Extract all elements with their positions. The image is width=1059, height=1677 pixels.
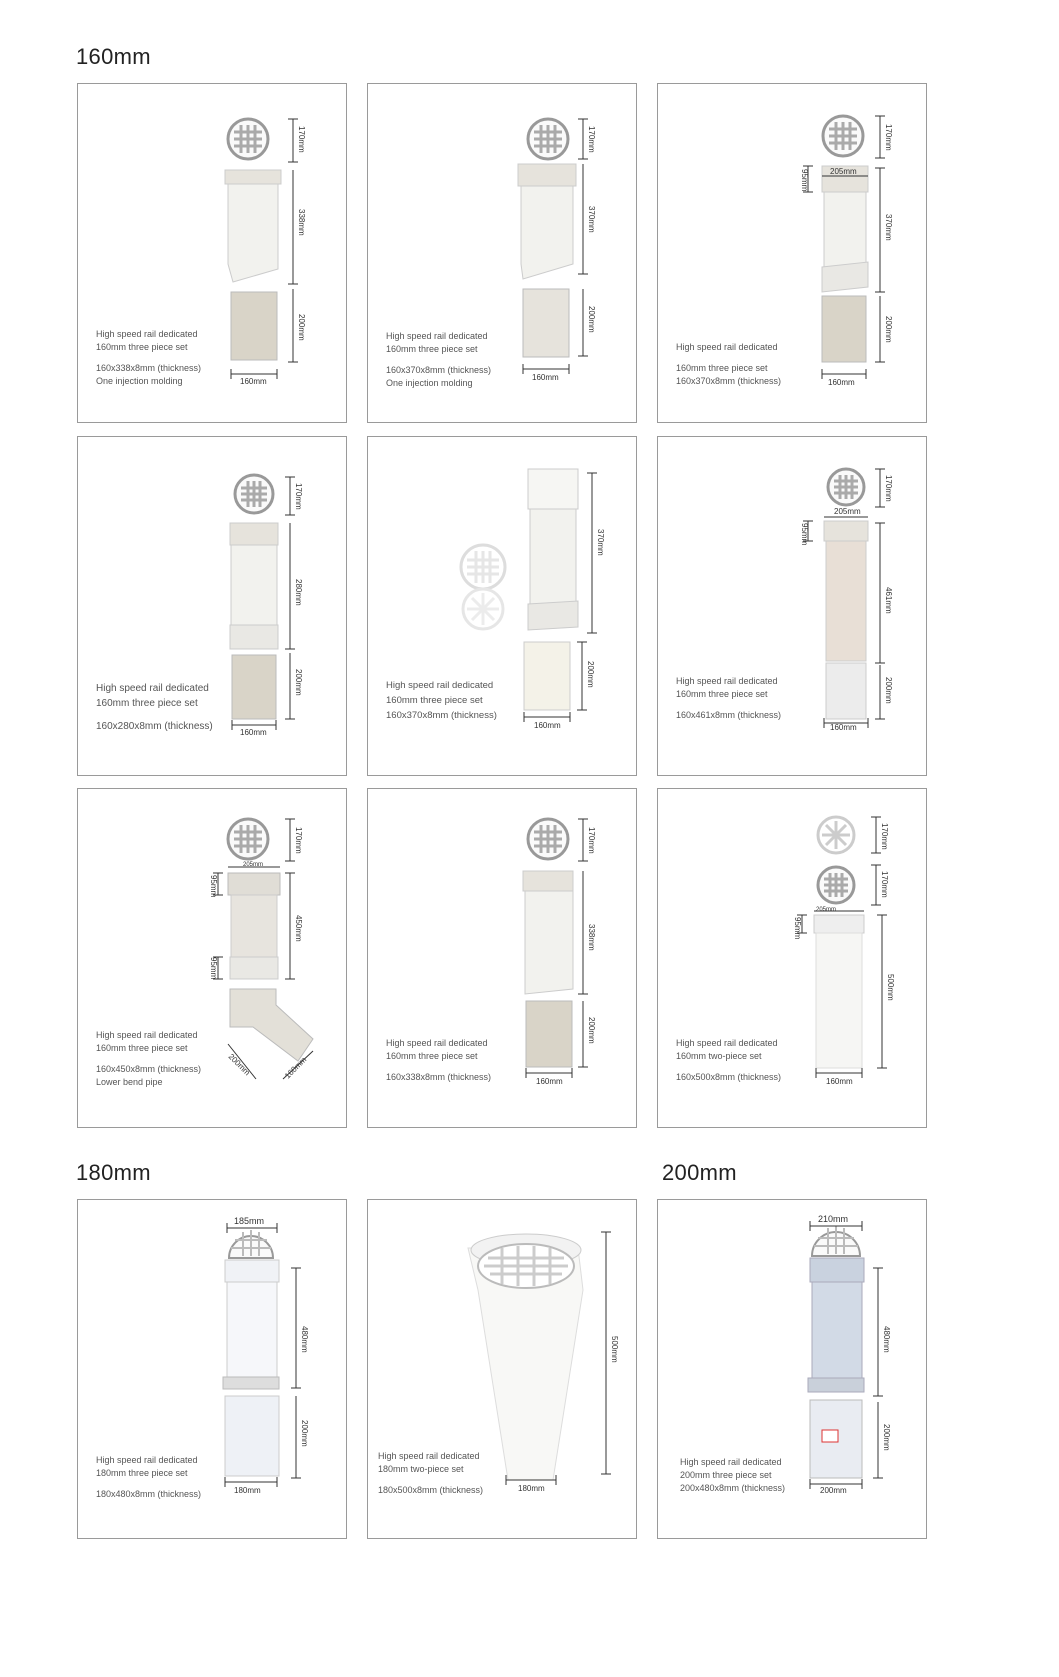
caption [680,1456,785,1495]
spec-line: 160x370x8mm (thickness) [676,376,782,386]
dim-bend2: 160mm [283,1055,309,1081]
product-card [77,788,347,1128]
caption [378,1450,483,1497]
caption [96,1029,201,1089]
dim-mid: 450mm [294,915,303,942]
product-card [367,83,637,423]
dim-base: 180mm [234,1486,261,1495]
dim-width: 205mm [243,862,264,868]
caption-line: 180mm two-piece set [378,1464,464,1474]
product-card [77,83,347,423]
dimension-labels [368,437,638,777]
section-title-200: 200mm [662,1160,737,1185]
product-card [367,1199,637,1539]
product-card [657,788,927,1128]
dim-bot: 200mm [300,1420,309,1447]
dim-mid: 338mm [587,924,596,951]
dim-base: 160mm [534,721,561,730]
caption [386,678,497,723]
dim-bot: 200mm [586,661,595,688]
dim-side2: 95mm [209,957,218,980]
caption-line: High speed rail dedicated [96,683,209,694]
caption-line: 160mm three piece set [676,689,768,699]
spec-line: 160x461x8mm (thickness) [676,710,782,720]
product-card [77,436,347,776]
dim-mid: 500mm [610,1336,619,1363]
dim-side: 95mm [793,917,802,940]
dim-base: 180mm [518,1484,545,1493]
dim-top: 170mm [294,483,303,510]
dim-bot: 200mm [884,316,893,343]
dim-side: 95mm [209,875,218,898]
caption-line: High speed rail dedicated [676,676,778,686]
spec-line: One injection molding [96,376,183,386]
dim-mid: 500mm [886,974,895,1001]
spec-line: 160x370x8mm (thickness) [386,710,497,721]
dim-top: 170mm [880,823,889,850]
product-card [657,436,927,776]
spec-line: 160x338x8mm (thickness) [96,363,202,373]
product-card [657,83,927,423]
caption-line: 160mm two-piece set [676,1051,762,1061]
dim-bot: 200mm [882,1424,891,1451]
section-title-180: 180mm [76,1160,151,1185]
spec-line: 160x370x8mm (thickness) [386,365,492,375]
caption-line: High speed rail dedicated [378,1451,480,1461]
spec-line: One injection molding [386,378,473,388]
spec-line: 160x450x8mm (thickness) [96,1064,202,1074]
caption-line: High speed rail dedicated [96,1455,198,1465]
spec-line: 180x480x8mm (thickness) [96,1489,202,1499]
section-title-160: 160mm [76,44,151,69]
product-card [367,436,637,776]
caption-line: 160mm three piece set [96,698,198,709]
caption-line: 180mm three piece set [96,1468,188,1478]
caption-line: High speed rail dedicated [676,342,778,352]
product-card [657,1199,927,1539]
dim-mid: 370mm [596,529,605,556]
dim-width: 185mm [234,1216,265,1226]
caption-line: 160mm three piece set [386,695,483,706]
product-card [367,788,637,1128]
caption [96,1454,201,1501]
dim-mid: 480mm [882,1326,891,1353]
caption [676,1037,781,1084]
dim-top: 170mm [294,827,303,854]
caption [676,675,781,722]
caption [386,330,491,390]
dim-top2: 170mm [880,871,889,898]
dim-bot: 200mm [587,1017,596,1044]
dim-top: 170mm [884,124,893,151]
dim-width: 205mm [834,507,861,516]
caption-line: 160mm three piece set [386,1051,478,1061]
dim-mid: 370mm [884,214,893,241]
caption-line: 200mm three piece set [680,1470,772,1480]
spec-line: Lower bend pipe [96,1077,163,1087]
dim-top: 170mm [587,827,596,854]
dim-width: 210mm [818,1214,849,1224]
dim-top: 170mm [297,126,306,153]
caption [96,681,213,734]
caption-line: High speed rail dedicated [96,1030,198,1040]
dim-bot: 200mm [297,314,306,341]
spec-line: 200x480x8mm (thickness) [680,1483,786,1493]
caption [676,341,781,388]
dim-base: 160mm [532,373,559,382]
dim-bend1: 200mm [226,1052,252,1078]
dim-base: 160mm [240,377,267,386]
dim-base: 160mm [536,1077,563,1086]
dim-mid: 480mm [300,1326,309,1353]
dim-mid: 338mm [297,209,306,236]
caption-line: High speed rail dedicated [676,1038,778,1048]
caption-line: 160mm three piece set [96,342,188,352]
dim-mid: 461mm [884,587,893,614]
caption-line: High speed rail dedicated [386,680,494,691]
spec-line: 160x500x8mm (thickness) [676,1072,782,1082]
dim-side: 95mm [800,523,809,546]
caption [96,328,201,388]
caption-line: High speed rail dedicated [386,331,488,341]
dim-base: 160mm [828,378,855,387]
spec-line: 180x500x8mm (thickness) [378,1485,484,1495]
dimension-labels [658,437,928,777]
caption-line: 160mm three piece set [386,344,478,354]
caption-line: High speed rail dedicated [386,1038,488,1048]
caption-line: 160mm three piece set [96,1043,188,1053]
caption-line: High speed rail dedicated [96,329,198,339]
dim-base: 160mm [826,1077,853,1086]
dim-bot: 200mm [294,669,303,696]
dim-width: 205mm [816,907,837,913]
caption-line: High speed rail dedicated [680,1457,782,1467]
caption [386,1037,491,1084]
spec-line: 160x280x8mm (thickness) [96,721,213,732]
spec-line: 160x338x8mm (thickness) [386,1072,492,1082]
dim-base: 160mm [830,723,857,732]
dim-side: 95mm [800,169,809,192]
dim-top: 170mm [587,126,596,153]
dim-width: 205mm [830,167,857,176]
dim-top: 170mm [884,475,893,502]
dim-bot: 200mm [587,306,596,333]
dim-base: 200mm [820,1486,847,1495]
dim-base: 160mm [240,728,267,737]
dim-mid: 280mm [294,579,303,606]
spec-line: 160mm three piece set [676,363,768,373]
dim-bot: 200mm [884,677,893,704]
dim-mid: 370mm [587,206,596,233]
product-card [77,1199,347,1539]
